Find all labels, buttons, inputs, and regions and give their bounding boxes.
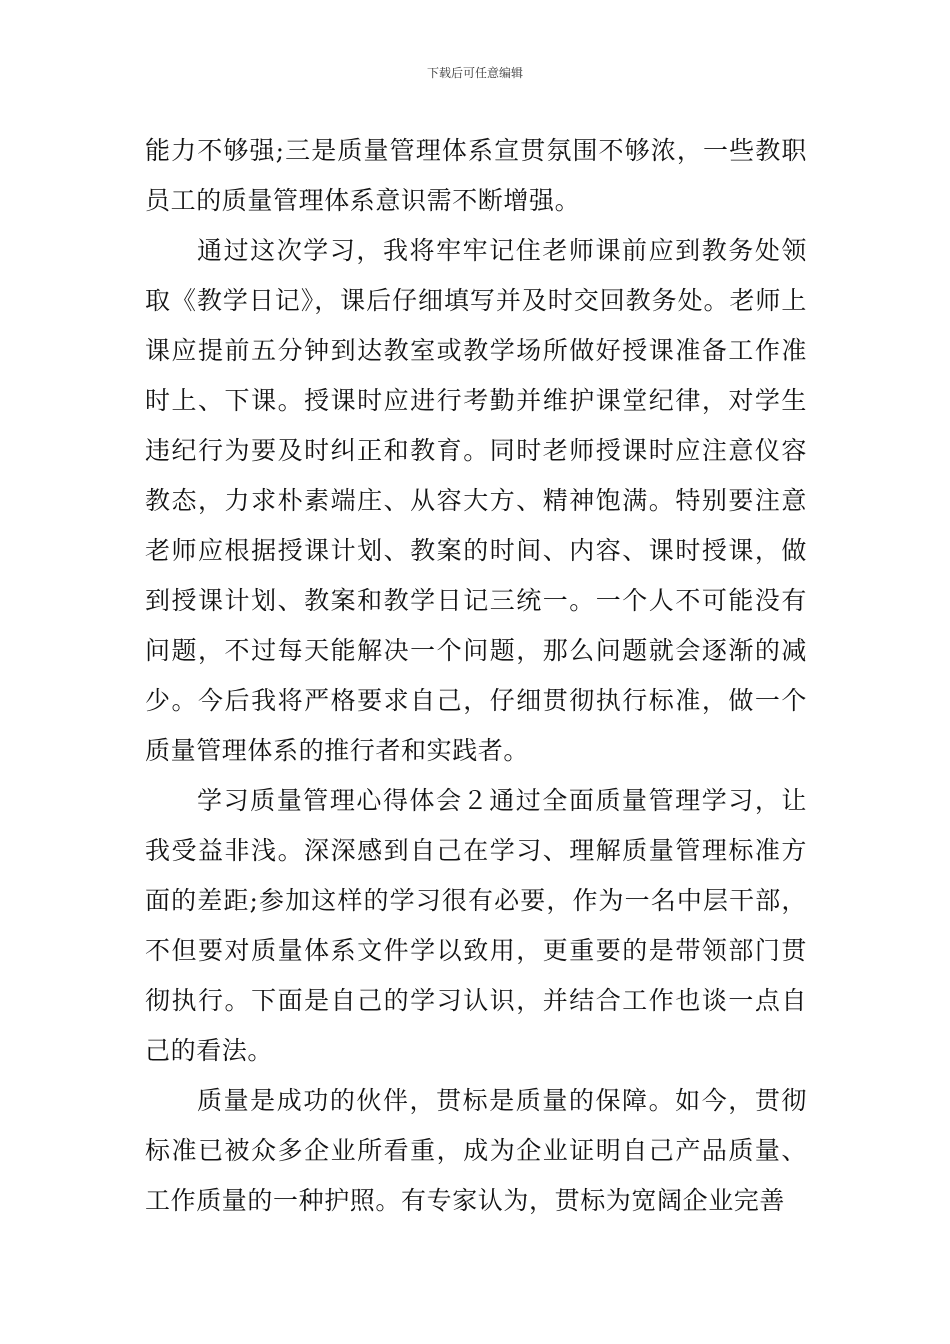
paragraph-3: 学习质量管理心得体会２通过全面质量管理学习，让我受益非浅。深深感到自己在学习、理解质量管理标准方面的差距;参加这样的学习很有必要，作为一名中层干部，不但要对质量体系文件学以致用，更重要的是带领部门贯彻执行。下面是自己的学习认识，并结合工作也谈一点自己的看法。 bbox=[145, 786, 807, 1065]
paragraph-1: 能力不够强;三是质量管理体系宣贯氛围不够浓，一些教职员工的质量管理体系意识需不断增强。 bbox=[145, 136, 807, 215]
paragraph-4: 质量是成功的伙伴，贯标是质量的保障。如今，贯彻标准已被众多企业所看重，成为企业证明自己产品质量、工作质量的一种护照。有专家认为，贯标为宽阔企业完善 bbox=[145, 1086, 807, 1215]
page-header: 下载后可任意编辑 bbox=[426, 66, 523, 80]
document-body bbox=[145, 126, 807, 1226]
paragraph-2: 通过这次学习，我将牢牢记住老师课前应到教务处领取《教学日记》，课后仔细填写并及时交回教务处。老师上课应提前五分钟到达教室或教学场所做好授课准备工作准时上、下课。授课时应进行考勤并维护课堂纪律，对学生违纪行为要及时纠正和教育。同时老师授课时应注意仪容教态，力求朴素端庄、从容大方、精神饱满。特别要注意老师应根据授课计划、教案的时间、内容、课时授课，做到授课计划、教案和教学日记三统一。一个人不可能没有问题，不过每天能解决一个问题，那么问题就会逐渐的减少。今后我将严格要求自己，仔细贯彻执行标准，做一个质量管理体系的推行者和实践者。 bbox=[145, 236, 807, 765]
